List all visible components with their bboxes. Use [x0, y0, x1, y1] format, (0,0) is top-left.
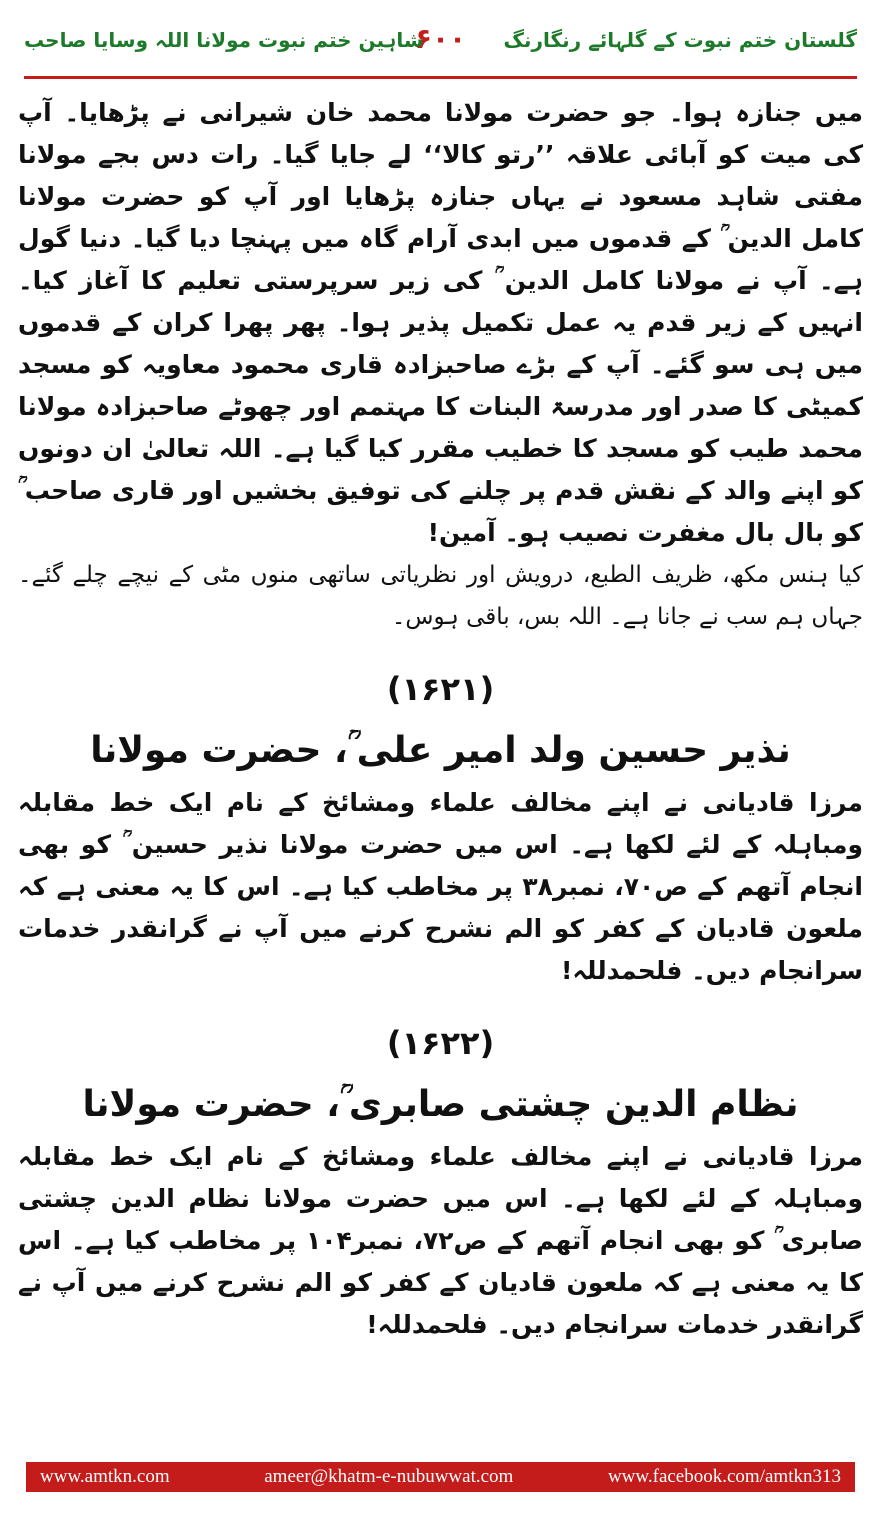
entry-title: نظام الدین چشتی صابری ؒ، حضرت مولانا	[82, 1084, 799, 1125]
header-divider	[24, 76, 857, 79]
paragraph: میں جنازہ ہوا۔ جو حضرت مولانا محمد خان شیرانی نے پڑھایا۔ آپ کی میت کو آبائی علاقہ ’’رتو کالا‘‘ لے جایا گیا۔ رات دس بجے مولانا مفتی شاہد مسعود نے یہاں جنازہ پڑھایا اور آپ کو حضرت مولانا کامل الدین ؒ کے قدموں میں ابدی آرام گاہ میں پہنچا دیا گیا۔ دنیا گول ہے۔ آپ نے مولانا کامل الدین ؒ کی زیر سرپرستی تعلیم کا آغاز کیا۔ انہیں کے زیر قدم یہ عمل تکمیل پذیر ہوا۔ پھر پھرا کران کے قدموں میں ہی سو گئے۔ آپ کے بڑے صاحبزادہ قاری محمود معاویہ کو مسجد کمیٹی کا صدر اور مدرسۃ البنات کا مہتمم اور چھوٹے صاحبزادہ مولانا محمد طیب کو مسجد کا خطیب مقرر کیا گیا ہے۔ اللہ تعالیٰ ان دونوں کو اپنے والد کے نقش قدم پر چلنے کی توفیق بخشیں اور قاری صاحب ؒ کو بال بال مغفرت نصیب ہو۔ آمین!	[18, 98, 864, 547]
entry-number: (۱۶۲۱)	[386, 670, 495, 708]
page-body	[18, 92, 863, 1346]
paragraph: کیا ہنس مکھ، ظریف الطبع، درویش اور نظریاتی ساتھی منوں مٹی کے نیچے چلے گئے۔ جہاں ہم سب نے جانا ہے۔ اللہ بس، باقی ہوس۔	[18, 562, 863, 630]
entry-text: مرزا قادیانی نے اپنے مخالف علماء ومشائخ کے نام ایک خط مقابلہ ومباہلہ کے لئے لکھا ہے۔ اس میں حضرت مولانا نظام الدین چشتی صابری ؒ کو بھی انجام آتھم کے ص۷۲، نمبر۱۰۴ پر مخاطب کیا ہے۔ اس کا یہ معنی ہے کہ ملعون قادیان کے کفر کو الم نشرح کرنے میں آپ نے گرانقدر خدمات سرانجام دیں۔ فلحمدللہ!	[18, 1142, 863, 1339]
page-number: ۶۰۰	[414, 22, 467, 55]
footer-bar	[26, 1462, 855, 1492]
entry-title: نذیر حسین ولد امیر علی ؒ، حضرت مولانا	[90, 730, 791, 771]
entry-text: مرزا قادیانی نے اپنے مخالف علماء ومشائخ کے نام ایک خط مقابلہ ومباہلہ کے لئے لکھا ہے۔ اس میں حضرت مولانا نذیر حسین ؒ کو بھی انجام آتھم کے ص۷۰، نمبر۳۸ پر مخاطب کیا ہے۔ اس کا یہ معنی ہے کہ ملعون قادیان کے کفر کو الم نشرح کرنے میں آپ نے گرانقدر خدمات سرانجام دیں۔ فلحمدللہ!	[18, 788, 863, 985]
email-link[interactable]: ameer@khatm-e-nubuwwat.com	[264, 1466, 514, 1487]
entry-number: (۱۶۲۲)	[386, 1024, 495, 1062]
book-title: گلستان ختم نبوت کے گلہائے رنگارنگ	[503, 28, 857, 52]
section-title: شاہین ختم نبوت مولانا اللہ وسایا صاحب	[24, 28, 424, 52]
facebook-link[interactable]: www.facebook.com/amtkn313	[607, 1466, 841, 1487]
website-link[interactable]: www.amtkn.com	[40, 1466, 170, 1487]
page-header	[24, 24, 857, 68]
